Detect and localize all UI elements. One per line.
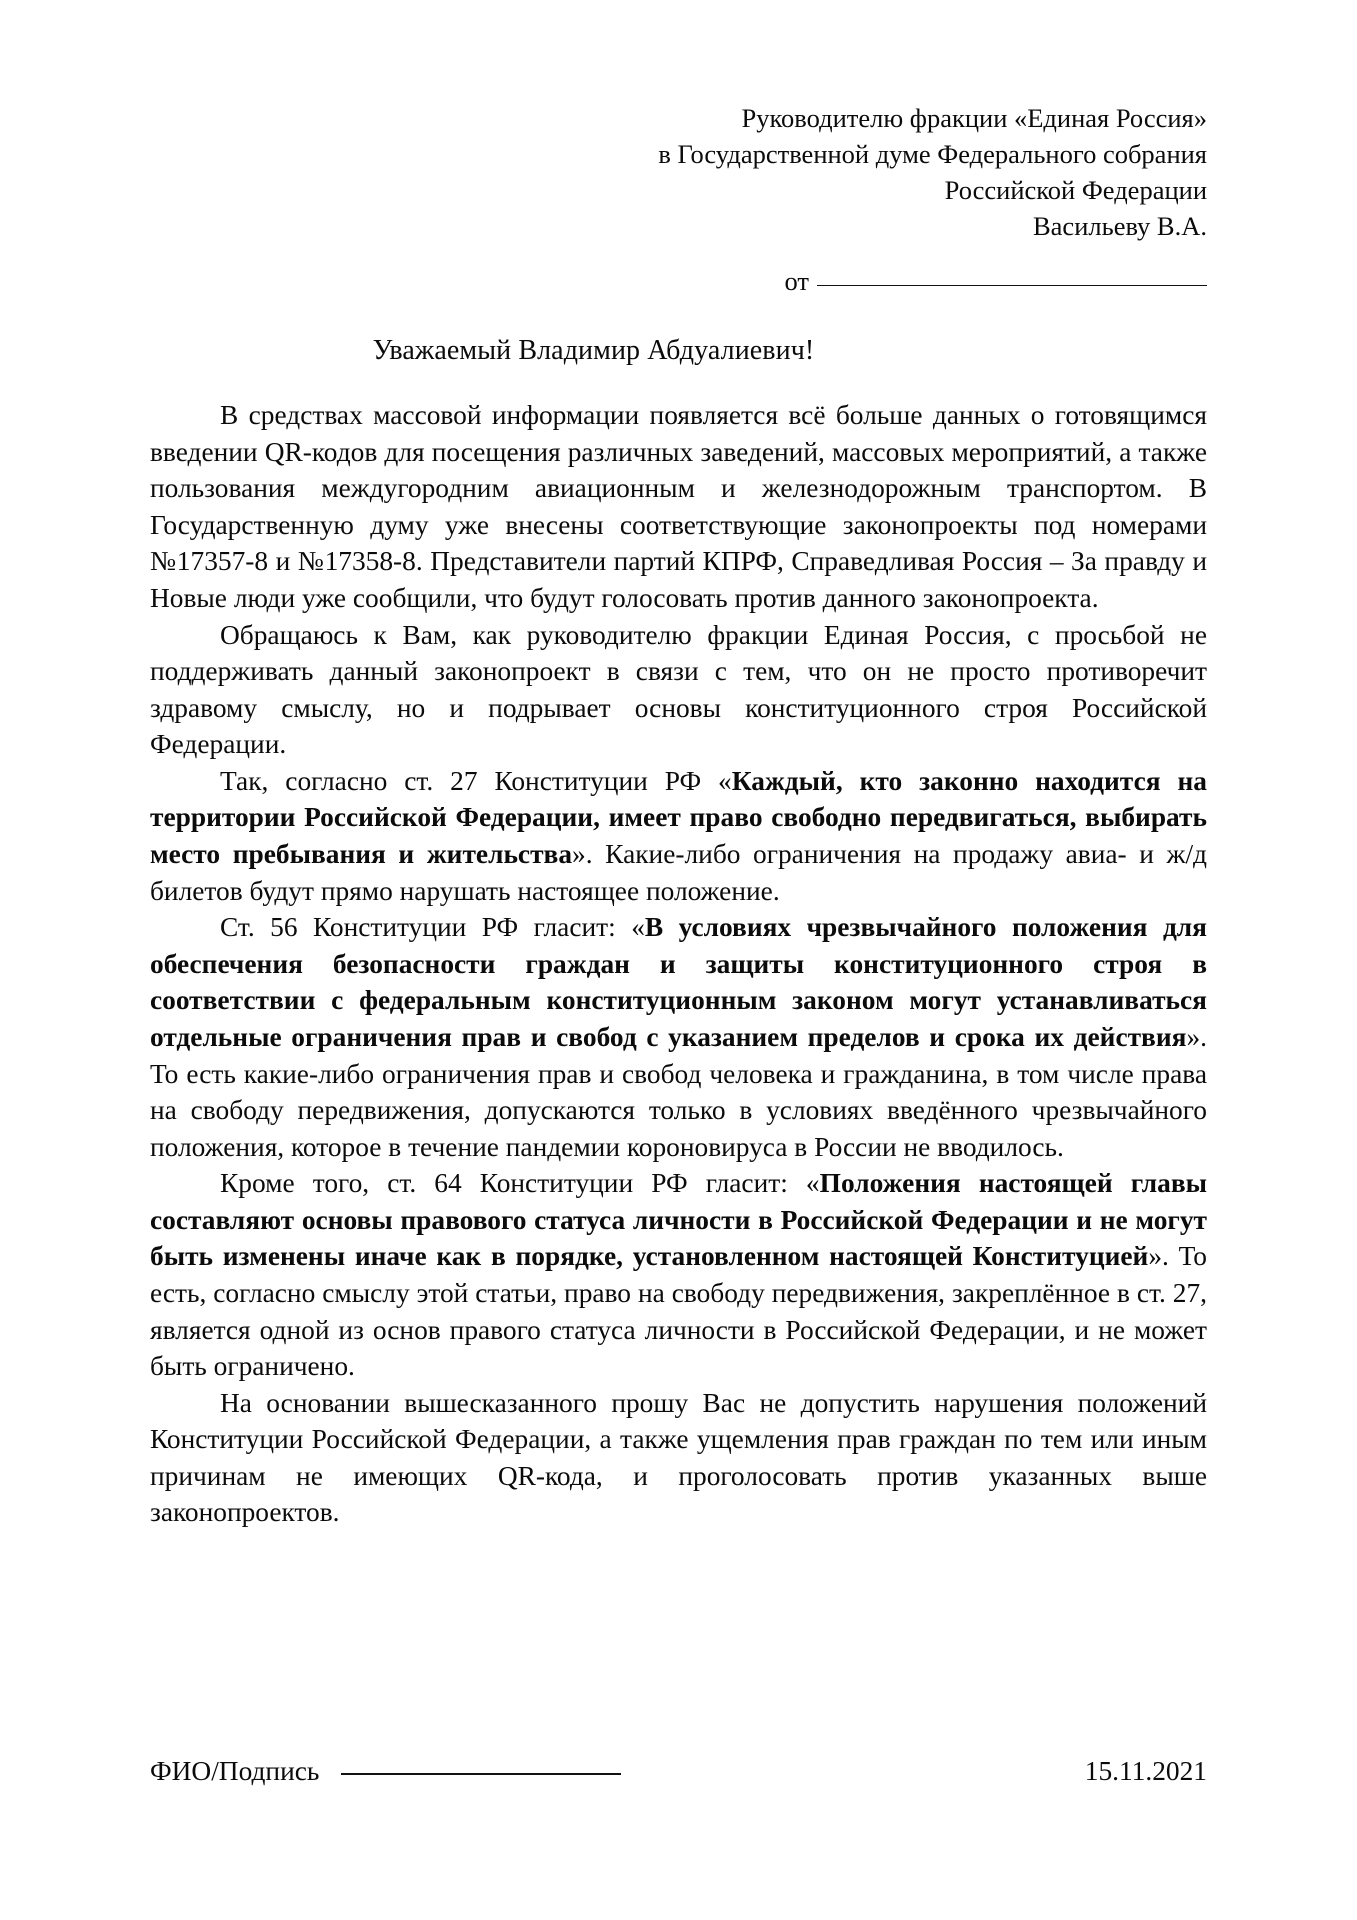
addressee-block: [647, 100, 1207, 244]
signature-group: [150, 1756, 621, 1787]
addressee-line-3: Российской Федерации: [944, 175, 1207, 206]
addressee-line-4: Васильеву В.А.: [1033, 211, 1207, 242]
addressee-line-1: Руководителю фракции «Единая Россия»: [741, 103, 1207, 133]
from-field: [647, 266, 1207, 297]
addressee-line-2: в Государственной думе Федерального собрания: [658, 139, 1207, 170]
paragraph-p5: Кроме того, ст. 64 Конституции РФ гласит: «Положения настоящей главы составляют основы правового статуса личности в Российской Федерации и не могут быть изменены иначе как в порядке, установленном настоящей Конституцией». То есть, согласно смыслу этой статьи, право на свободу передвижения, закреплённое в ст. 27, является одной из основ правого статуса личности в Российской Федерации, и не может быть ограничено.: [150, 1168, 1208, 1382]
from-blank-line[interactable]: [817, 284, 1207, 286]
letter-body: [150, 397, 1207, 1531]
signature-label: ФИО/Подпись: [150, 1756, 320, 1786]
from-label: от: [784, 266, 809, 297]
paragraph-p6: На основании вышесказанного прошу Вас не допустить нарушения положений Конституции Российской Федерации, а также ущемления прав граждан по тем или иным причинам не имеющих QR-кода, и проголосовать против указанных выше законопроектов.: [150, 1387, 1207, 1528]
paragraph-p4: Ст. 56 Конституции РФ гласит: «В условиях чрезвычайного положения для обеспечения безопасности граждан и защиты конституционного строя в соответствии с федеральным конституционным законом могут устанавливаться отдельные ограничения прав и свобод с указанием пределов и срока их действия». То есть какие-либо ограничения прав и свобод человека и гражданина, в том числе права на свободу передвижения, допускаются только в условиях введённого чрезвычайного положения, которое в течение пандемии короновируса в России не вводилось.: [150, 912, 1207, 1162]
signature-footer: [150, 1756, 1207, 1787]
paragraph-p2: Обращаюсь к Вам, как руководителю фракции Единая Россия, с просьбой не поддерживать данный законопроект в связи с тем, что он не просто противоречит здравому смыслу, но и подрывает основы конституционного строя Российской Федерации.: [150, 619, 1207, 760]
document-date: 15.11.2021: [1084, 1756, 1207, 1786]
signature-blank-line[interactable]: [341, 1772, 621, 1775]
paragraph-p3: Так, согласно ст. 27 Конституции РФ «Каждый, кто законно находится на территории Российской Федерации, имеет право свободно передвигаться, выбирать место пребывания и жительства». Какие-либо ограничения на продажу авиа- и ж/д билетов будут прямо нарушать настоящее положение.: [150, 765, 1207, 906]
paragraph-p1: В средствах массовой информации появляется всё больше данных о готовящимся введении QR-кодов для посещения различных заведений, массовых мероприятий, а также пользования междугородним авиационным и железнодорожным транспортом. В Государственную думу уже внесены соответствующие законопроекты под номерами №17357-8 и №17358-8. Представители партий КПРФ, Справедливая Россия – За правду и Новые люди уже сообщили, что будут голосовать против данного законопроекта.: [150, 400, 1207, 614]
salutation: Уважаемый Владимир Абдуалиевич!: [372, 335, 815, 367]
